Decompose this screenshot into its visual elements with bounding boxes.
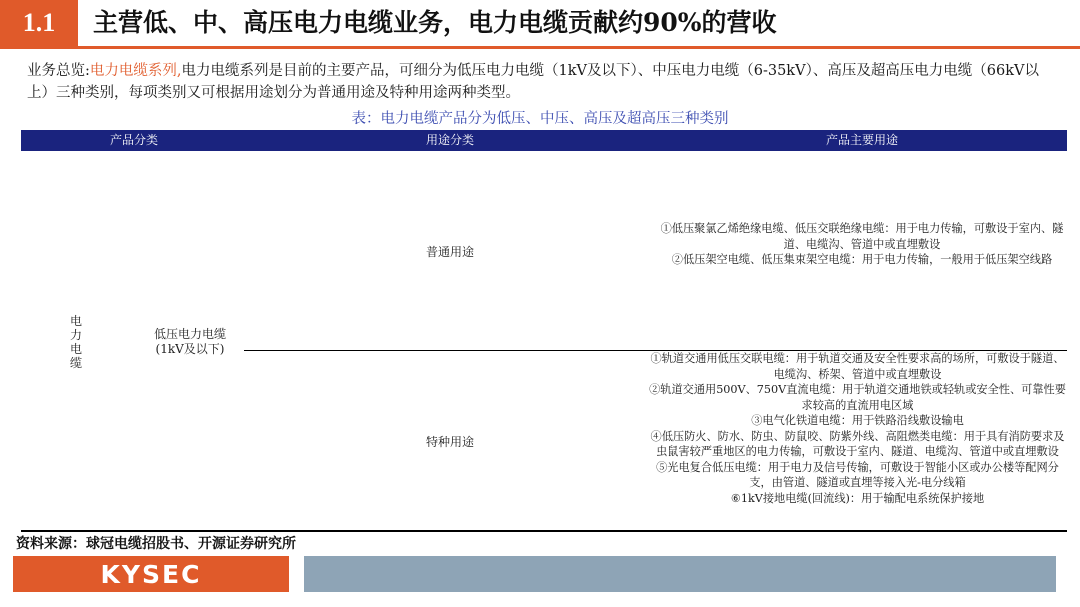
page-title: 主营低、中、高压电力电缆业务，电力电缆贡献约90%的营收 (93, 8, 777, 37)
category-main-cell: 电力电缆 (69, 314, 82, 370)
table-bottom-border (21, 530, 1067, 532)
table-header-category: 产品分类 (109, 133, 159, 147)
table-header-row (21, 130, 1067, 151)
description-item: ④低压防火、防水、防虫、防鼠咬、防紫外线、高阻燃类电缆：用于具有消防要求及虫鼠害较严重地区的电力传输，可敷设于室内、隧道、电缆沟、管道中或直埋敷设 (650, 429, 1065, 458)
description-item: ①低压聚氯乙烯绝缘电缆、低压交联绝缘电缆：用于电力传输，可敷设于室内、隧道、电缆沟、管道中或直埋敷设 (660, 222, 1064, 251)
intro-lead: 业务总览: (27, 63, 90, 79)
description-item: ②低压架空电缆、低压集束架空电缆：用于电力传输，一般用于低压架空线路 (671, 253, 1053, 266)
intro-paragraph (27, 60, 1057, 104)
header-divider (0, 46, 1080, 49)
table-header-use: 用途分类 (425, 133, 475, 147)
header (0, 0, 1080, 46)
description-item: ①轨道交通用低压交联电缆：用于轨道交通及安全性要求高的场所，可敷设于隧道、电缆沟、桥架、管道中或直埋敷设 (650, 352, 1065, 381)
section-number-badge: 1.1 (0, 0, 78, 46)
kysec-logo: KYSEC (13, 556, 289, 592)
table-caption: 表：电力电缆产品分为低压、中压、高压及超高压三种类别 (351, 111, 729, 127)
category-sub-cell: 低压电力电缆(1kV及以下) (153, 327, 226, 356)
footer-bar (304, 556, 1056, 592)
description-item: ②轨道交通用500V、750V直流电缆：用于轨道交通地铁或轻轨或安全性、可靠性要求较高的直流用电区域 (649, 383, 1066, 412)
intro-body: 电力电缆系列是目前的主要产品，可细分为低压电力电缆（1kV及以下）、中压电力电缆（6-35kV）、高压及超高压电力电缆（66kV以上）三种类别，每项类别又可根据用途划分为普通用途及特种用途两种类型。 (27, 63, 1040, 101)
description-item: ⑤光电复合低压电缆：用于电力及信号传输，可敷设于智能小区或办公楼等配网分支，由管道、隧道或直埋等接入光-电分线箱 (656, 460, 1059, 489)
table-header-description: 产品主要用途 (825, 133, 899, 147)
source-note: 资料来源：球冠电缆招股书、开源证券研究所 (16, 536, 296, 552)
use-cell-special: 特种用途 (425, 435, 474, 449)
description-cell-special (645, 351, 1070, 506)
intro-highlight: 电力电缆系列, (89, 63, 182, 79)
description-item: ⑥1kV接地电缆(回流线)：用于输配电系统保护接地 (730, 491, 985, 505)
description-item: ③电气化铁道电缆：用于铁路沿线敷设输电 (751, 414, 964, 427)
description-cell-general (652, 221, 1072, 268)
use-cell-general: 普通用途 (425, 245, 474, 259)
